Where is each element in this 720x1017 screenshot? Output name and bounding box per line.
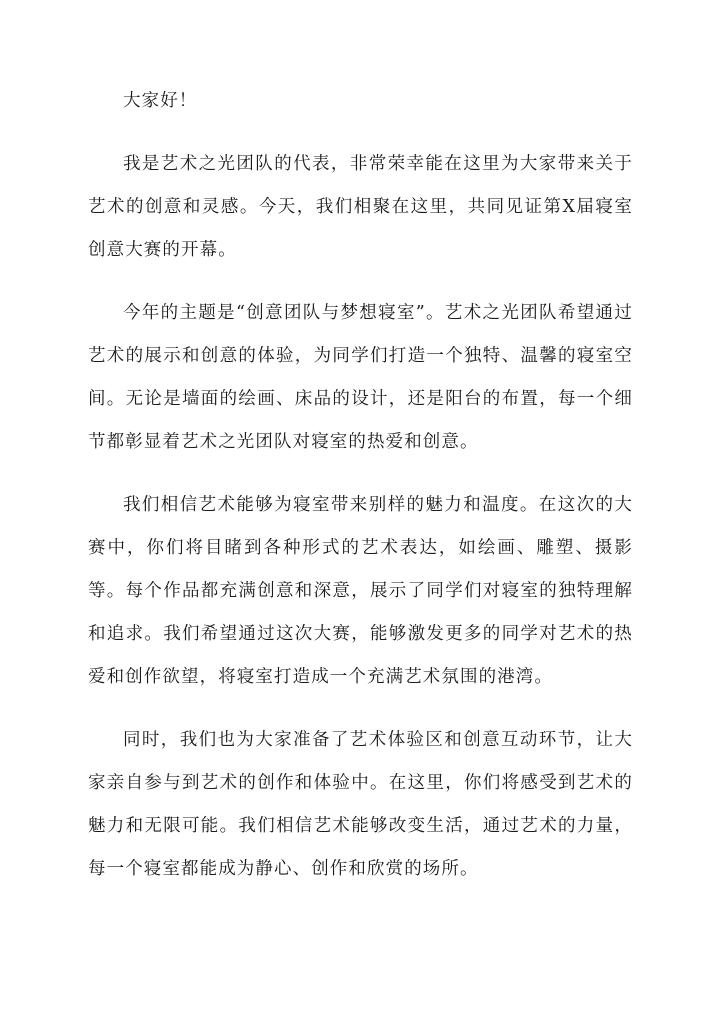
speech-text — [88, 80, 633, 891]
paragraph-art-charm: 我们相信艺术能够为寝室带来别样的魅力和温度。在这次的大赛中，你们将目睹到各种形式的艺术表达，如绘画、雕塑、摄影等。每个作品都充满创意和深意，展示了同学们对寝室的独特理解和追求。我们希望通过这次大赛，能够激发更多的同学对艺术的热爱和创作欲望，将寝室打造成一个充满艺术氛围的港湾。 — [88, 495, 633, 687]
paragraph-intro: 我是艺术之光团队的代表，非常荣幸能在这里为大家带来关于艺术的创意和灵感。今天，我们相聚在这里，共同见证第X届寝室创意大赛的开幕。 — [88, 154, 633, 260]
paragraph-experience: 同时，我们也为大家准备了艺术体验区和创意互动环节，让大家亲自参与到艺术的创作和体验中。在这里，你们将感受到艺术的魅力和无限可能。我们相信艺术能够改变生活，通过艺术的力量，每一个寝室都能成为静心、创作和欣赏的场所。 — [88, 730, 633, 879]
paragraph-theme: 今年的主题是“创意团队与梦想寝室”。艺术之光团队希望通过艺术的展示和创意的体验，为同学们打造一个独特、温馨的寝室空间。无论是墙面的绘画、床品的设计，还是阳台的布置，每一个细节都彰显着艺术之光团队对寝室的热爱和创意。 — [88, 303, 633, 452]
greeting: 大家好！ — [123, 91, 198, 111]
